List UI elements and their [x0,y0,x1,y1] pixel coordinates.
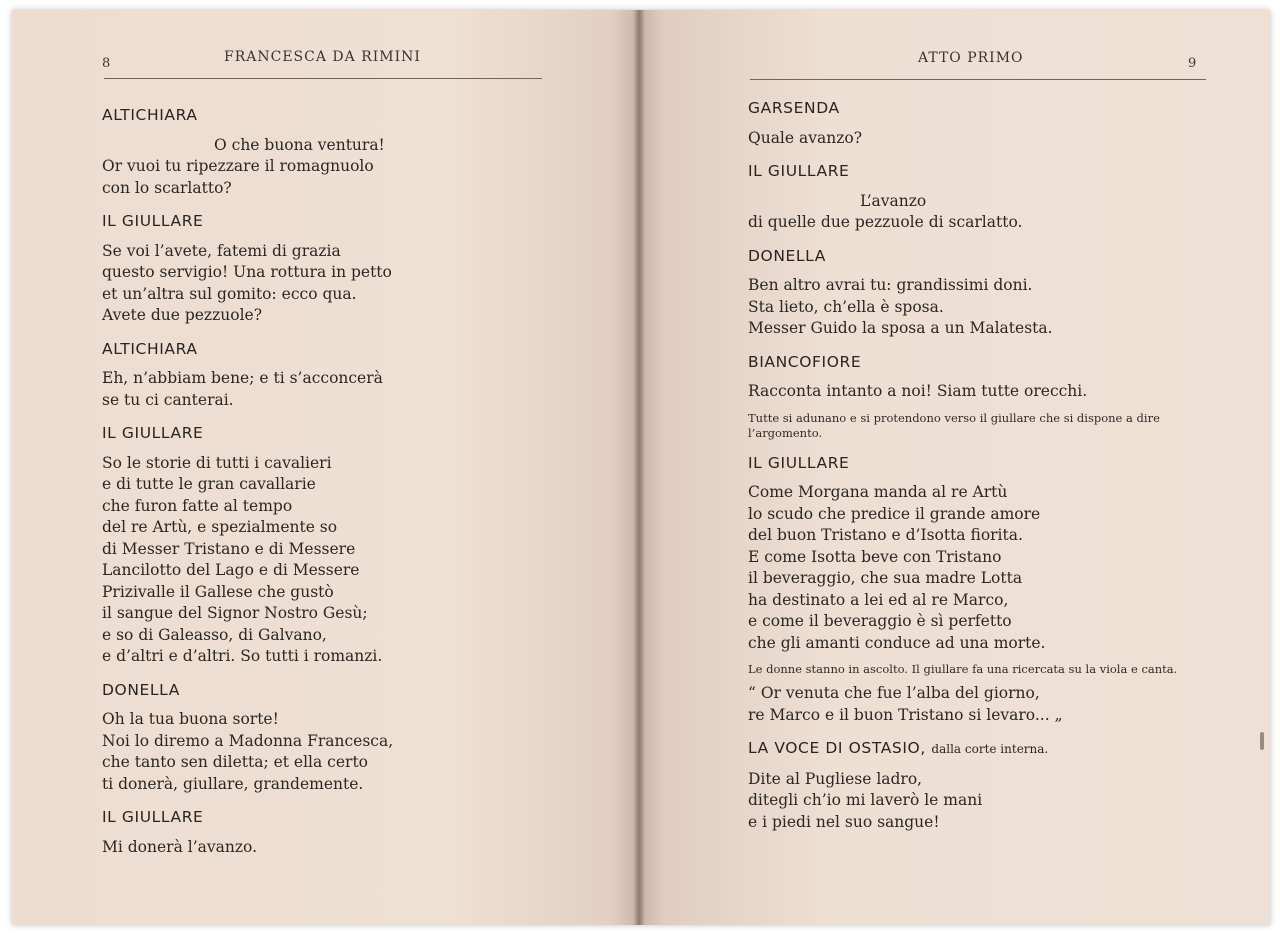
speaker-name [748,453,1208,475]
verse-line: con lo scarlatto? [102,178,232,197]
verse-line: ha destinato a lei ed al re Marco, [748,590,1009,609]
speaker-label: DONELLA [102,680,180,699]
speaker-label: ALTICHIARA [102,106,198,124]
verse-line: E come Isotta beve con Tristano [748,547,1002,566]
left-page [12,10,638,925]
verse-line: il beveraggio, che sua madre Lotta [748,569,1023,587]
verse-line: e so di Galeasso, di Galvano, [102,625,327,644]
verse-line: questo servigio! Una rottura in petto [102,263,392,281]
header-rule [750,79,1206,80]
page-number: 8 [102,56,111,71]
verse-line: lo scudo che predice il grande amore [748,504,1041,523]
speaker-label: IL GIULLARE [102,212,204,230]
verse-line: che gli amanti conduce ad una morte. [748,633,1046,652]
verse-line: Noi lo diremo a Madonna Francesca, [102,731,394,750]
verse-line: L’avanzo [860,191,927,210]
speaker-label: GARSENDA [748,99,840,117]
speaker-name [102,807,602,829]
speaker-label: IL GIULLARE [748,453,850,472]
running-head: ATTO PRIMO [918,50,1024,66]
speaker-label: ALTICHIARA [102,339,198,358]
speaker-label: LA VOCE DI OSTASIO, [748,739,926,757]
verse-line: Dite al Pugliese ladro, [748,769,923,788]
book-spread [12,10,1270,925]
speaker-name [748,738,1208,761]
speaker-name [748,98,1208,120]
verse-line: del buon Tristano e d’Isotta fiorita. [748,526,1023,544]
verse-line: Come Morgana manda al re Artù [748,483,1008,501]
verse-line: Oh la tua buona sorte! [102,710,279,728]
verse-line: Quale avanzo? [748,128,863,147]
verse-line: Sta lieto, ch’ella è sposa. [748,297,944,316]
speaker-name [102,105,602,127]
speaker-name [748,161,1208,183]
verse-line: e come il beveraggio è sì perfetto [748,612,1012,630]
verse-line: del re Artù, e spezialmente so [102,518,338,536]
speaker-label: IL GIULLARE [102,808,204,826]
verse-line: Mi donerà l’avanzo. [102,837,257,856]
stage-direction: Le donne stanno in ascolto. Il giullare fa una ricercata su la viola e canta. [748,662,1178,676]
header-rule [104,78,542,79]
speaker-name [748,352,1208,374]
speaker-name [102,680,602,702]
stage-direction: Tutte si adunano e si protendono verso il giullare che si dispone a dire l’argomento. [748,410,1160,440]
verse-line: et un’altra sul gomito: ecco qua. [102,284,357,303]
verse-line: di quelle due pezzuole di scarlatto. [748,213,1023,231]
gutter-shadow [633,10,645,925]
verse-line: il sangue del Signor Nostro Gesù; [102,604,368,622]
verse-line: se tu ci canterai. [102,390,234,409]
speaker-name [748,246,1208,268]
speaker-label: IL GIULLARE [748,162,850,180]
verse-line: e d’altri e d’altri. So tutti i romanzi. [102,647,383,665]
running-head: FRANCESCA DA RIMINI [224,49,421,65]
speaker-label: DONELLA [748,246,826,265]
verse-line: di Messer Tristano e di Messere [102,539,356,558]
speaker-label: BIANCOFIORE [748,352,862,371]
verse-line: Lancilotto del Lago e di Messere [102,561,360,579]
speaker-name [102,211,602,233]
verse-line: So le storie di tutti i cavalieri [102,453,332,472]
verse-line: Messer Guido la sposa a un Malatesta. [748,319,1053,337]
stage-direction-inline: dalla corte interna. [931,742,1049,756]
verse-line: Se voi l’avete, fatemi di grazia [102,241,341,260]
speaker-name [102,423,602,445]
verse-line: Eh, n’abbiam bene; e ti s’acconcerà [102,369,383,387]
text-column [102,105,602,858]
text-column [748,98,1208,833]
verse-line: O che buona ventura! [214,135,385,154]
verse-line: Racconta intanto a noi! Siam tutte orecchi. [748,382,1088,400]
verse-line: Or vuoi tu ripezzare il romagnuolo [102,157,374,175]
verse-line: che tanto sen diletta; et ella certo [102,753,369,771]
ink-smudge [1260,732,1264,750]
verse-line: Ben altro avrai tu: grandissimi doni. [748,276,1033,294]
verse-line: Prizivalle il Gallese che gustò [102,582,334,601]
verse-line: e i piedi nel suo sangue! [748,812,940,831]
right-page [638,10,1270,925]
speaker-label: IL GIULLARE [102,424,204,442]
speaker-name [102,339,602,361]
verse-line: che furon fatte al tempo [102,496,293,515]
verse-line: re Marco e il buon Tristano si levaro... „ [748,705,1063,724]
page-number: 9 [1188,56,1197,71]
verse-line: ti donerà, giullare, grandemente. [102,774,364,793]
verse-line: “ Or venuta che fue l’alba del giorno, [748,684,1040,702]
verse-line: e di tutte le gran cavallarie [102,475,316,493]
verse-line: Avete due pezzuole? [102,306,263,324]
verse-line: ditegli ch’io mi laverò le mani [748,791,983,809]
